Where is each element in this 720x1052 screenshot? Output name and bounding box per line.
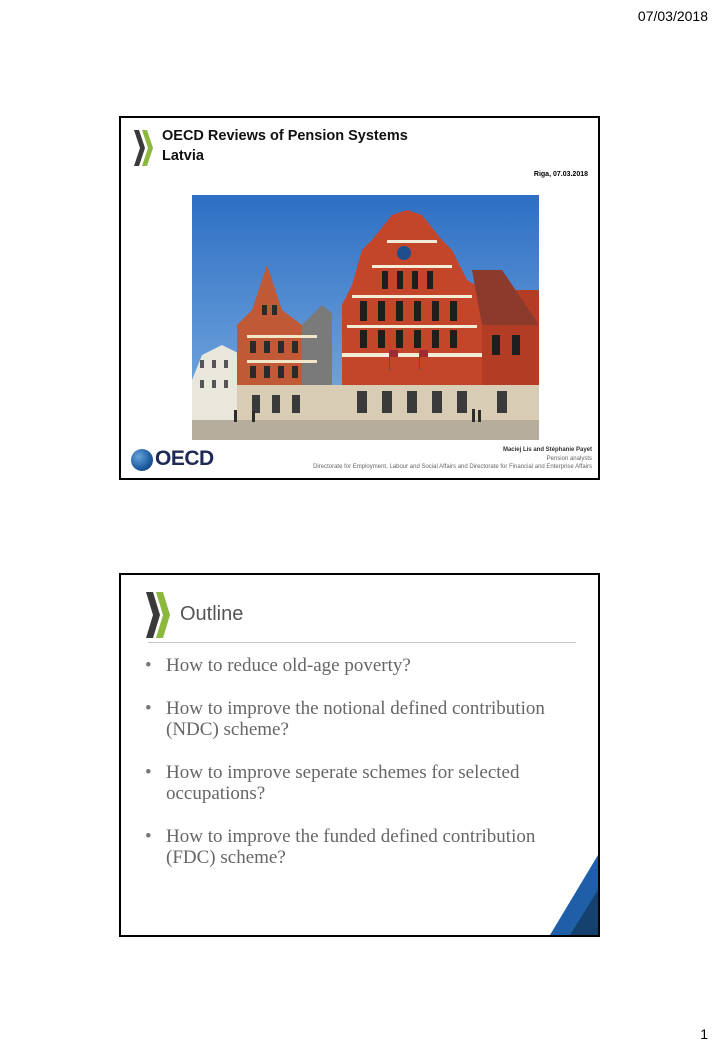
slide-title-line1: OECD Reviews of Pension Systems — [162, 128, 408, 144]
slide-title-line2: Latvia — [162, 148, 204, 164]
title-slide — [119, 116, 600, 480]
title-divider — [148, 642, 576, 643]
oecd-chevron-icon — [133, 128, 153, 168]
corner-triangle-decoration — [550, 855, 598, 935]
slide-title: Outline — [180, 603, 244, 625]
author-role: Pension analysts — [546, 455, 592, 462]
oecd-logo — [131, 447, 217, 471]
outline-slide — [119, 573, 600, 937]
page-date: 07/03/2018 — [637, 8, 708, 24]
oecd-chevron-icon — [145, 590, 171, 640]
list-item: • How to improve seperate schemes for selected occupations? — [145, 762, 545, 804]
author-block — [313, 446, 592, 472]
list-item: • How to reduce old-age poverty? — [145, 655, 545, 676]
globe-icon — [131, 449, 153, 471]
directorate: Directorate for Employment, Labour and Social Affairs and Directorate for Financial and Enterprise Affairs — [313, 464, 592, 470]
outline-list — [145, 655, 545, 890]
page-number: 1 — [700, 1026, 708, 1042]
oecd-logo-text: OECD — [155, 447, 214, 470]
slide-title — [162, 126, 408, 166]
riga-building-photo — [192, 195, 539, 440]
list-item: • How to improve the funded defined contribution (FDC) scheme? — [145, 826, 545, 868]
author-names: Maciej Lis and Stéphanie Payet — [502, 447, 592, 453]
slide-date: Riga, 07.03.2018 — [533, 171, 588, 178]
list-item: • How to improve the notional defined contribution (NDC) scheme? — [145, 698, 545, 740]
